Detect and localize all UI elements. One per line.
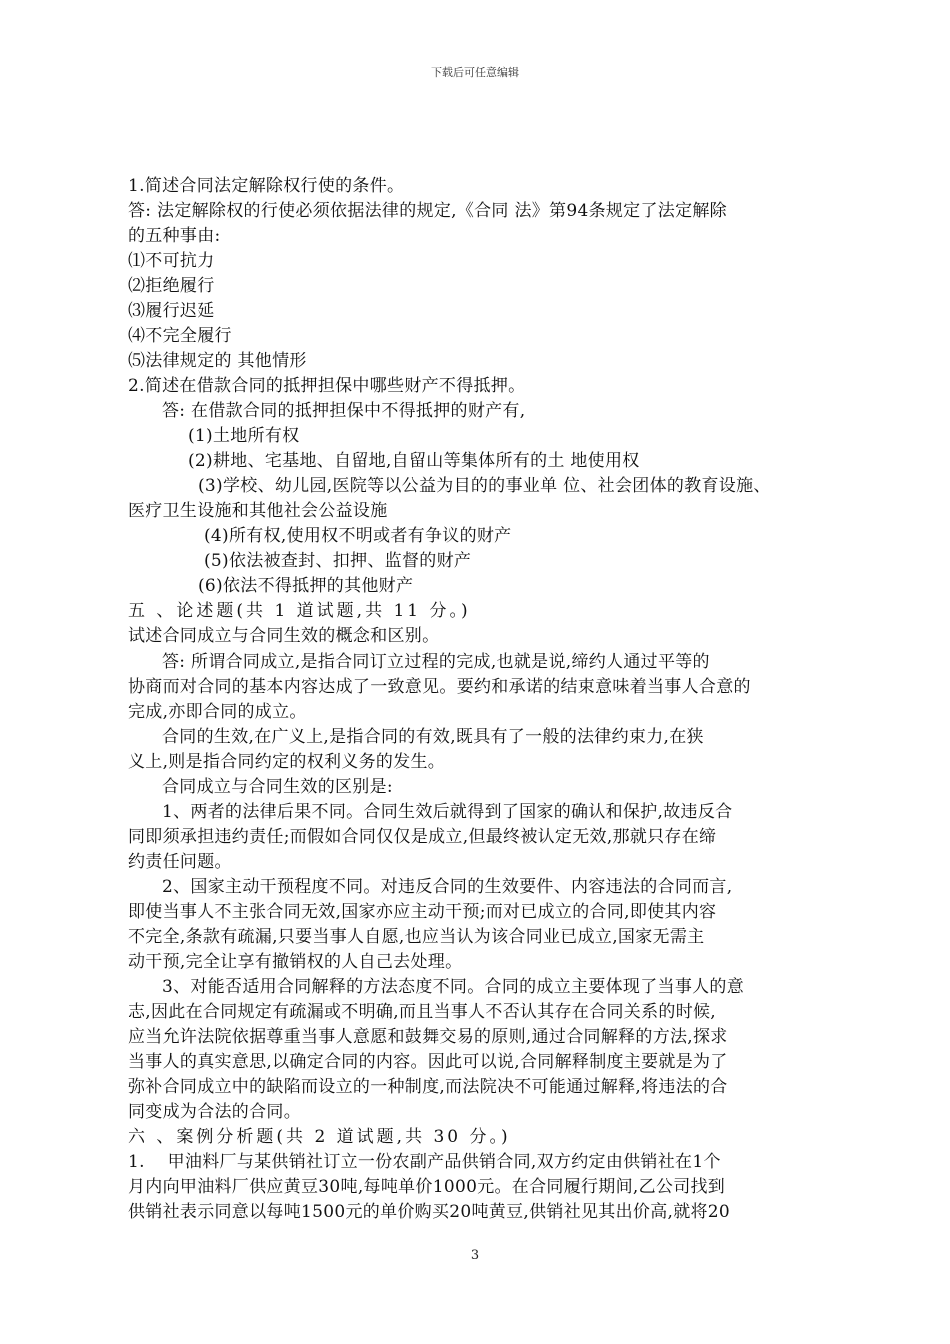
case-paragraph-line: 供销社表示同意以每吨1500元的单价购买20吨黄豆,供销社见其出价高,就将20: [128, 1202, 731, 1222]
list-item: ⑷不完全履行: [128, 326, 232, 346]
paragraph-line: 合同的生效,在广义上,是指合同的有效,既具有了一般的法律约束力,在狭: [162, 727, 704, 747]
list-item: (2)耕地、宅基地、自留地,自留山等集体所有的土 地使用权: [188, 451, 640, 471]
list-item: (3)学校、幼儿园,医院等以公益为目的的事业单 位、社会团体的教育设施、: [198, 476, 771, 496]
paragraph-line: 合同成立与合同生效的区别是:: [162, 777, 393, 797]
list-item: ⑸法律规定的 其他情形: [128, 351, 307, 371]
list-item: ⑴不可抗力: [128, 251, 215, 271]
section-6-heading: 六 、案例分析题(共 2 道试题,共 30 分。): [128, 1127, 511, 1147]
list-item: (5)依法被查封、扣押、监督的财产: [204, 551, 472, 571]
paragraph-line: 不完全,条款有疏漏,只要当事人自愿,也应当认为该合同业已成立,国家无需主: [128, 927, 705, 947]
paragraph-line: 志,因此在合同规定有疏漏或不明确,而且当事人不否认其存在合同关系的时候,: [128, 1002, 717, 1022]
paragraph-line: 同即须承担违约责任;而假如合同仅仅是成立,但最终被认定无效,那就只存在缔: [128, 827, 717, 847]
essay-question: 试述合同成立与合同生效的概念和区别。: [128, 626, 440, 646]
paragraph-line: 动干预,完全让享有撤销权的人自己去处理。: [128, 952, 463, 972]
list-item: (6)依法不得抵押的其他财产: [198, 576, 414, 596]
question-2-title: 2.简述在借款合同的抵押担保中哪些财产不得抵押。: [128, 376, 526, 396]
list-item: (1)土地所有权: [188, 426, 300, 446]
paragraph-line: 弥补合同成立中的缺陷而设立的一种制度,而法院决不可能通过解释,将违法的合: [128, 1077, 728, 1097]
list-item-continued: 医疗卫生设施和其他社会公益设施: [128, 501, 388, 521]
paragraph-line: 1、两者的法律后果不同。合同生效后就得到了国家的确认和保护,故违反合: [162, 802, 733, 822]
paragraph-line: 即使当事人不主张合同无效,国家亦应主动干预;而对已成立的合同,即使其内容: [128, 902, 717, 922]
paragraph-line: 义上,则是指合同约定的权利义务的发生。: [128, 752, 446, 772]
paragraph-line: 3、对能否适用合同解释的方法态度不同。合同的成立主要体现了当事人的意: [162, 977, 745, 997]
page-number: 3: [470, 1248, 480, 1263]
answer-line: 的五种事由:: [128, 226, 221, 246]
paragraph-line: 约责任问题。: [128, 852, 232, 872]
paragraph-line: 同变成为合法的合同。: [128, 1102, 301, 1122]
page-header: 下载后可任意编辑: [431, 66, 519, 79]
paragraph-line: 答: 所谓合同成立,是指合同订立过程的完成,也就是说,缔约人通过平等的: [162, 652, 710, 672]
list-item: ⑵拒绝履行: [128, 276, 215, 296]
case-paragraph-line: 月内向甲油料厂供应黄豆30吨,每吨单价1000元。在合同履行期间,乙公司找到: [128, 1177, 726, 1197]
answer-line: 答: 在借款合同的抵押担保中不得抵押的财产有,: [162, 401, 526, 421]
case-paragraph-line: 1. 甲油料厂与某供销社订立一份农副产品供销合同,双方约定由供销社在1个: [128, 1152, 721, 1172]
list-item: (4)所有权,使用权不明或者有争议的财产: [204, 526, 512, 546]
list-item: ⑶履行迟延: [128, 301, 215, 321]
paragraph-line: 2、国家主动干预程度不同。对违反合同的生效要件、内容违法的合同而言,: [162, 877, 733, 897]
paragraph-line: 应当允许法院依据尊重当事人意愿和鼓舞交易的原则,通过合同解释的方法,探求: [128, 1027, 728, 1047]
paragraph-line: 协商而对合同的基本内容达成了一致意见。要约和承诺的结束意味着当事人合意的: [128, 677, 751, 697]
paragraph-line: 完成,亦即合同的成立。: [128, 702, 307, 722]
paragraph-line: 当事人的真实意思,以确定合同的内容。因此可以说,合同解释制度主要就是为了: [128, 1052, 728, 1072]
answer-line: 答: 法定解除权的行使必须依据法律的规定,《合同 法》第94条规定了法定解除: [128, 201, 727, 221]
question-1-title: 1.简述合同法定解除权行使的条件。: [128, 176, 405, 196]
section-5-heading: 五 、论述题(共 1 道试题,共 11 分。): [128, 601, 471, 621]
